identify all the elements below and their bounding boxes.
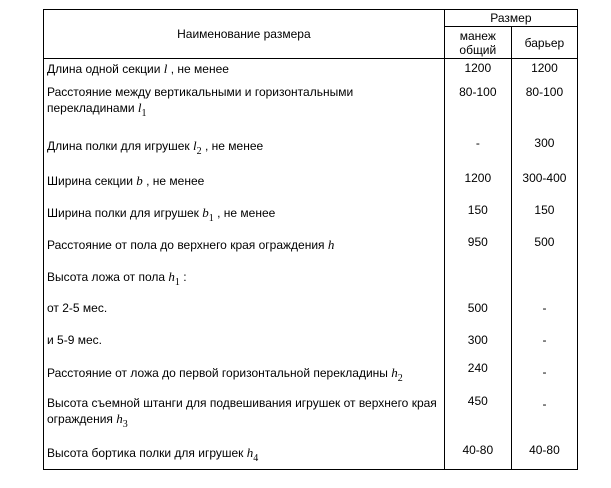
table-row [44, 228, 578, 260]
cell-manezh: 1200 [444, 164, 511, 196]
header-size-group: Размер [444, 10, 577, 27]
table-row [44, 292, 578, 324]
row-name: Ширина полки для игрушек $b_1$ , не менее [44, 196, 445, 228]
cell-manezh: 1200 [444, 59, 511, 83]
cell-manezh: 950 [444, 228, 511, 260]
cell-barer: 500 [511, 228, 577, 260]
header-barer: барьер [511, 27, 577, 59]
cell-barer: 150 [511, 196, 577, 228]
cell-manezh: 450 [444, 388, 511, 436]
row-name: Ширина секции b , не менее [44, 164, 445, 196]
row-name: Расстояние от ложа до первой горизонтальной перекладины $h_2$ [44, 356, 445, 388]
cell-barer: 300-400 [511, 164, 577, 196]
cell-barer: 40-80 [511, 436, 577, 470]
table-row [44, 83, 578, 129]
cell-barer: 80-100 [511, 83, 577, 129]
cell-manezh: 500 [444, 292, 511, 324]
row-name: Длина полки для игрушек $l_2$ , не менее [44, 129, 445, 164]
table-row [44, 164, 578, 196]
cell-barer: 300 [511, 129, 577, 164]
cell-manezh: - [444, 129, 511, 164]
row-name: Длина одной секции l , не менее [44, 59, 445, 83]
cell-manezh: 240 [444, 356, 511, 388]
table-row [44, 129, 578, 164]
row-name: Высота ложа от пола $h_1$ : [44, 260, 445, 292]
table-row [44, 324, 578, 356]
cell-barer: 1200 [511, 59, 577, 83]
row-name: Высота съемной штанги для подвешивания игрушек от верхнего края ограждения $h_3$ [44, 388, 445, 436]
cell-manezh: 80-100 [444, 83, 511, 129]
table-row [44, 436, 578, 470]
table-row [44, 260, 578, 292]
cell-barer: - [511, 388, 577, 436]
cell-manezh: 150 [444, 196, 511, 228]
dimensions-table [43, 9, 578, 470]
table-body [44, 59, 578, 470]
cell-barer [511, 260, 577, 292]
cell-manezh: 40-80 [444, 436, 511, 470]
row-name: и 5-9 мес. [44, 324, 445, 356]
cell-manezh [444, 260, 511, 292]
table-row [44, 356, 578, 388]
cell-barer: - [511, 356, 577, 388]
row-name: Высота бортика полки для игрушек $h_4$ [44, 436, 445, 470]
row-name: Расстояние от пола до верхнего края ограждения h [44, 228, 445, 260]
table-row [44, 196, 578, 228]
cell-barer: - [511, 292, 577, 324]
row-name: от 2-5 мес. [44, 292, 445, 324]
table-row [44, 388, 578, 436]
table-header [44, 10, 578, 59]
cell-barer: - [511, 324, 577, 356]
table-row [44, 59, 578, 83]
row-name: Расстояние между вертикальными и горизонтальными перекладинами $l_1$ [44, 83, 445, 129]
cell-manezh: 300 [444, 324, 511, 356]
header-name-column: Наименование размера [44, 10, 445, 59]
header-manezh: манеж общий [444, 27, 511, 59]
